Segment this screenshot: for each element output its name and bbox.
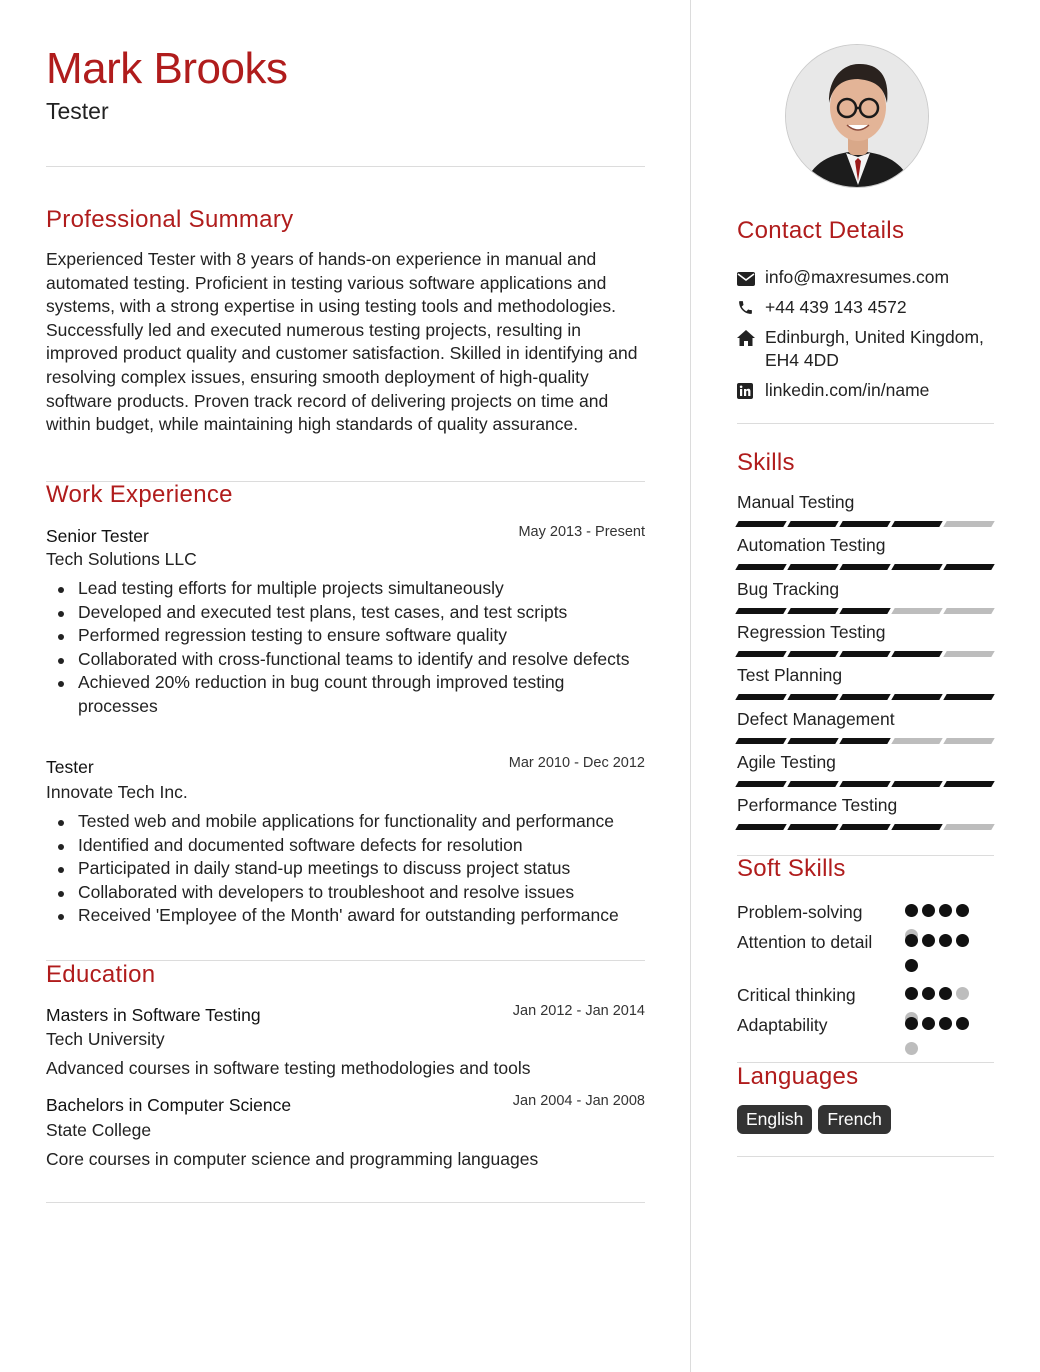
skill-level-segment [787,564,838,570]
skill-name: Manual Testing [737,492,855,512]
skill-level-segment [891,521,942,527]
rating-dot [905,904,918,917]
skill-level-segment [735,608,786,614]
rating-dot [939,904,952,917]
phone-icon [737,296,765,322]
skill-level-segment [735,781,786,787]
skill-level-bar [737,694,993,700]
rating-dot [956,1017,969,1030]
divider [737,1156,994,1157]
soft-skill-rating [905,934,981,972]
experience-heading: Work Experience [46,481,233,508]
skill-level-segment [787,521,838,527]
skill-level-segment [943,824,994,830]
skill-level-segment [839,781,890,787]
skill-level-segment [839,738,890,744]
rating-dot [905,934,918,947]
address-text: Edinburgh, United Kingdom, EH4 4DD [765,327,984,370]
skill-level-segment [735,738,786,744]
school-name: Tech University [46,1029,165,1049]
list-item: Performed regression testing to ensure software quality [78,624,648,648]
skill-level-bar [737,608,993,614]
degree-dates: Jan 2004 - Jan 2008 [512,1093,645,1109]
skill-level-segment [839,564,890,570]
school-name: State College [46,1120,152,1140]
rating-dot [956,904,969,917]
soft-skill-name: Adaptability [737,1015,828,1035]
skill-level-segment [735,824,786,830]
rating-dot [905,1017,918,1030]
skill-level-bar [737,651,993,657]
soft-skill-name: Problem-solving [737,902,863,922]
rating-dot [922,934,935,947]
skill-level-segment [787,781,838,787]
contact-address [737,326,993,372]
list-item: Developed and executed test plans, test cases, and test scripts [78,601,648,625]
contact-heading: Contact Details [737,217,905,244]
job-title: Tester [46,757,94,777]
soft-skill-name: Critical thinking [737,985,856,1005]
list-item: Collaborated with cross-functional teams to identify and resolve defects [78,648,648,672]
languages-list [737,1105,891,1134]
rating-dot [922,904,935,917]
skill-level-bar [737,564,993,570]
rating-dot [905,959,918,972]
job-title: Senior Tester [46,526,149,546]
list-item: Tested web and mobile applications for functionality and performance [78,810,648,834]
job-bullets [78,577,648,718]
skill-name: Automation Testing [737,535,886,556]
skill-level-segment [943,738,994,744]
skill-level-segment [891,824,942,830]
skill-level-segment [839,651,890,657]
skill-level-segment [891,608,942,614]
list-item: Identified and documented software defects for resolution [78,834,648,858]
skill-level-segment [943,781,994,787]
list-item: Received 'Employee of the Month' award for outstanding performance [78,904,648,928]
rating-dot [939,1017,952,1030]
summary-heading: Professional Summary [46,206,294,233]
rating-dot [956,934,969,947]
contact-email[interactable] [737,266,993,292]
soft-skill-rating [905,1017,981,1055]
skill-level-segment [787,608,838,614]
divider [46,1202,645,1203]
email-text: info@maxresumes.com [765,267,950,287]
skill-level-segment [787,694,838,700]
job-company: Tech Solutions LLC [46,549,197,569]
skill-level-segment [943,608,994,614]
skill-level-bar [737,824,993,830]
skill-level-bar [737,781,993,787]
skill-level-segment [735,651,786,657]
education-heading: Education [46,961,156,988]
skill-level-segment [787,651,838,657]
rating-dot [939,987,952,1000]
linkedin-text: linkedin.com/in/name [765,380,930,400]
summary-text: Experienced Tester with 8 years of hands-on experience in manual and automated testing. Proficient in testing various software applications and systems, with a strong expertise in using testing tools and methodologies. Successfully led and executed numerous testing projects, resulting in improved product quality and customer satisfaction. Skilled in identifying and resolving complex issues, ensuring smooth deployment of high-quality software products. Proven track record of delivering projects on time and within budget, while maintaining high standards of quality assurance. [46,249,638,435]
degree-description: Core courses in computer science and programming languages [46,1149,539,1169]
skill-name: Regression Testing [737,621,886,642]
candidate-title: Tester [46,98,109,124]
divider [46,166,645,167]
skill-name: Performance Testing [737,795,898,816]
skill-level-segment [839,608,890,614]
rating-dot [922,1017,935,1030]
skill-level-segment [943,521,994,527]
skill-name: Bug Tracking [737,578,840,599]
soft-skill-name: Attention to detail [737,932,873,952]
home-icon [737,326,765,372]
degree-description: Advanced courses in software testing methodologies and tools [46,1058,531,1078]
job-bullets [78,810,648,928]
phone-text: +44 439 143 4572 [765,297,907,317]
skill-level-segment [735,564,786,570]
linkedin-icon [737,379,765,405]
skill-level-bar [737,521,993,527]
contact-phone[interactable] [737,296,993,322]
skill-level-segment [891,738,942,744]
languages-heading: Languages [737,1063,859,1090]
degree-title: Masters in Software Testing [46,1005,261,1025]
skill-level-segment [839,521,890,527]
rating-dot [956,987,969,1000]
list-item: Collaborated with developers to troubleshoot and resolve issues [78,881,648,905]
skill-level-segment [891,564,942,570]
rating-dot [939,934,952,947]
skill-level-segment [943,694,994,700]
skill-level-segment [891,694,942,700]
skill-level-segment [891,651,942,657]
skill-name: Test Planning [737,665,843,686]
list-item: Lead testing efforts for multiple projects simultaneously [78,577,648,601]
skill-level-segment [891,781,942,787]
skill-level-segment [839,824,890,830]
candidate-name: Mark Brooks [46,44,288,93]
skill-level-bar [737,738,993,744]
contact-linkedin[interactable] [737,379,993,405]
skill-level-segment [943,651,994,657]
rating-dot [905,987,918,1000]
skill-level-segment [787,824,838,830]
language-tag: English [737,1105,812,1134]
skill-level-segment [943,564,994,570]
skills-heading: Skills [737,449,795,476]
skill-level-segment [735,521,786,527]
language-tag: French [818,1105,890,1134]
list-item: Achieved 20% reduction in bug count through improved testing processes [78,671,648,718]
job-dates: May 2013 - Present [518,524,645,540]
list-item: Participated in daily stand-up meetings to discuss project status [78,857,648,881]
divider [737,423,994,424]
skill-level-segment [735,694,786,700]
skill-level-segment [787,738,838,744]
degree-title: Bachelors in Computer Science [46,1095,292,1115]
skill-level-segment [839,694,890,700]
rating-dot [922,987,935,1000]
job-dates: Mar 2010 - Dec 2012 [508,755,645,771]
column-divider [690,0,691,1372]
profile-photo [785,44,929,188]
skill-name: Defect Management [737,708,895,729]
soft-skills-heading: Soft Skills [737,855,846,882]
degree-dates: Jan 2012 - Jan 2014 [512,1003,645,1019]
skill-name: Agile Testing [737,751,836,772]
rating-dot [905,1042,918,1055]
job-company: Innovate Tech Inc. [46,782,188,802]
envelope-icon [737,266,765,292]
